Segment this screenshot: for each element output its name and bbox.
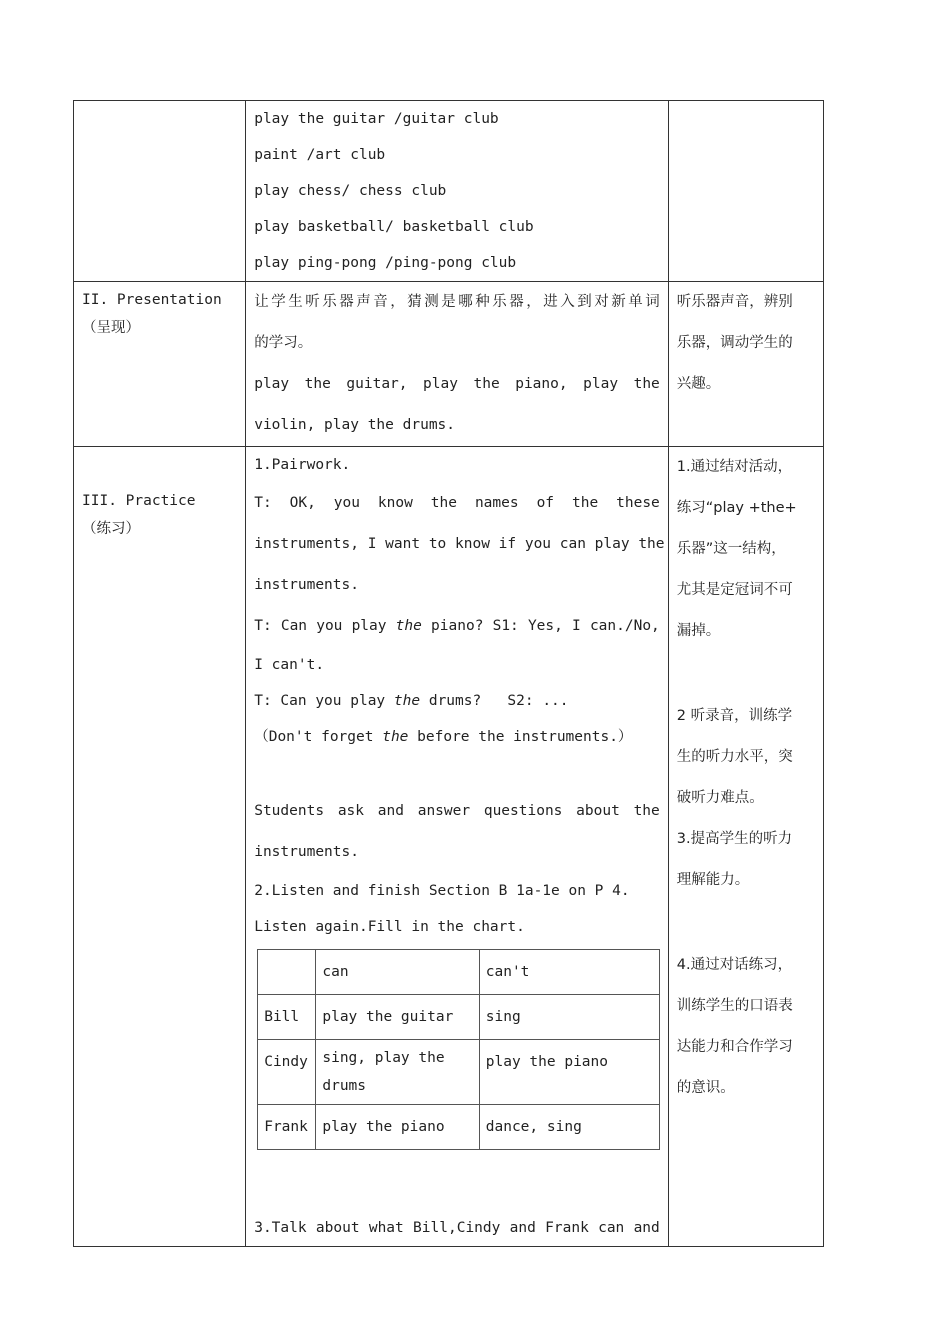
text-line: violin, play the drums. (254, 417, 456, 433)
note-line: 听乐器声音，辨别 (676, 294, 793, 310)
note-line: 尤其是定冠词不可 (676, 582, 793, 598)
note-line: 乐器”这一结构， (676, 541, 786, 557)
table-row (74, 282, 824, 447)
vocab-line: play chess/ chess club (254, 183, 447, 199)
note-line: 乐器，调动学生的 (676, 335, 793, 351)
chart-row (258, 995, 660, 1040)
activity-cell (246, 282, 669, 447)
chart-header: can't (479, 950, 659, 995)
note-line: 4.通过对话练习， (676, 957, 793, 973)
note-line: 理解能力。 (676, 872, 750, 888)
chart-cell: Frank (258, 1105, 316, 1150)
text-line: （Don't forget the before the instruments.） (254, 729, 633, 745)
note-line: 3.提高学生的听力 (676, 831, 793, 847)
text-line: Students ask and answer questions about the (254, 803, 660, 819)
lesson-plan-table (73, 100, 824, 1247)
note-line: 2 听录音，训练学 (676, 708, 793, 724)
note-line: 的意识。 (676, 1080, 735, 1096)
step-title-cn: （练习） (82, 521, 140, 537)
listening-chart (257, 949, 660, 1150)
chart-cell: Cindy (258, 1040, 316, 1105)
step-title: II. Presentation (82, 292, 222, 308)
text-line: T: Can you play the drums? S2: ... (254, 693, 569, 709)
vocab-line: play ping-pong /ping-pong club (254, 255, 517, 271)
text-line: 让学生听乐器声音，猜测是哪种乐器，进入到对新单词 (254, 294, 660, 310)
text-line: T: OK, you know the names of the these (254, 495, 660, 511)
chart-cell: play the guitar (316, 995, 479, 1040)
note-line: 训练学生的口语表 (676, 998, 793, 1014)
step-cell (74, 447, 246, 1247)
text-line: instruments, I want to know if you can play the (254, 536, 665, 552)
activity-cell (246, 101, 669, 282)
chart-cell: play the piano (479, 1040, 659, 1105)
note-line: 兴趣。 (676, 376, 721, 392)
activity-cell (246, 447, 669, 1247)
text-line: 3.Talk about what Bill,Cindy and Frank can and (254, 1220, 660, 1236)
chart-cell: play the piano (316, 1105, 479, 1150)
text-line: instruments. (254, 577, 359, 593)
note-line: 达能力和合作学习 (676, 1039, 793, 1055)
note-line: 破听力难点。 (676, 790, 764, 806)
purpose-cell (668, 282, 823, 447)
step-title: III. Practice (82, 493, 196, 509)
text-line: 1.Pairwork. (254, 457, 351, 473)
chart-cell: Bill (258, 995, 316, 1040)
chart-header-row (258, 950, 660, 995)
text-line: I can't. (254, 657, 325, 673)
text-line: 2.Listen and finish Section B 1a-1e on P 4. (254, 883, 630, 899)
chart-row (258, 1040, 660, 1105)
vocab-line: play the guitar /guitar club (254, 111, 499, 127)
text-line: 的学习。 (254, 335, 313, 351)
vocab-line: play basketball/ basketball club (254, 219, 534, 235)
step-title-cn: （呈现） (82, 320, 140, 336)
step-cell (74, 101, 246, 282)
purpose-cell (668, 447, 823, 1247)
chart-header: can (316, 950, 479, 995)
note-line: 练习“play +the+ (676, 500, 797, 516)
note-line: 漏掉。 (676, 623, 721, 639)
chart-cell: sing (479, 995, 659, 1040)
table-row (74, 447, 824, 1247)
note-line: 1.通过结对活动， (676, 459, 793, 475)
text-line: Listen again.Fill in the chart. (254, 919, 525, 935)
step-cell (74, 282, 246, 447)
text-line: play the guitar, play the piano, play the (254, 376, 660, 392)
chart-cell: sing, play the drums (316, 1040, 479, 1105)
chart-cell (258, 950, 316, 995)
chart-row (258, 1105, 660, 1150)
purpose-cell (668, 101, 823, 282)
chart-cell: dance, sing (479, 1105, 659, 1150)
text-line: instruments. (254, 844, 359, 860)
text-line: T: Can you play the piano? S1: Yes, I can./No, (254, 618, 660, 634)
note-line: 生的听力水平，突 (676, 749, 793, 765)
table-row (74, 101, 824, 282)
vocab-line: paint /art club (254, 147, 386, 163)
